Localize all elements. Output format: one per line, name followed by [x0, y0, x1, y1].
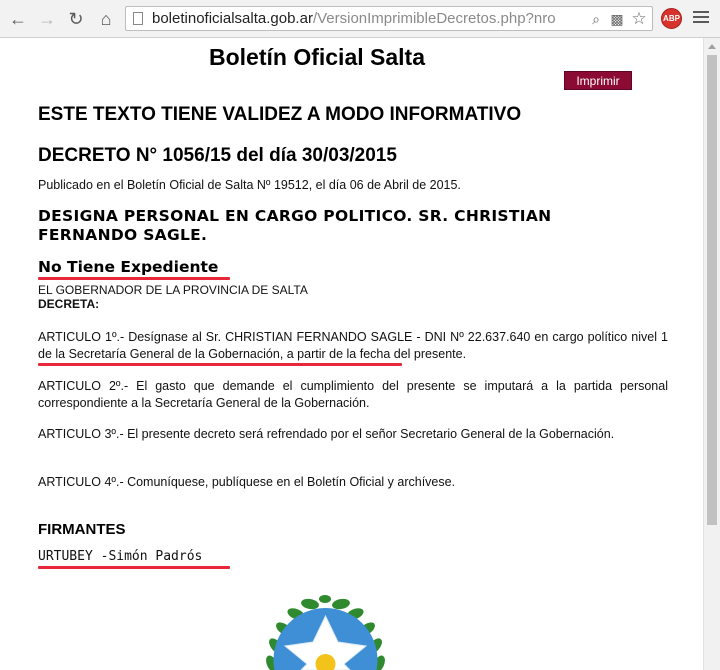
page-icon — [133, 12, 143, 25]
vertical-scrollbar[interactable] — [703, 38, 720, 670]
address-bar[interactable] — [125, 6, 653, 31]
governor-line: EL GOBERNADOR DE LA PROVINCIA DE SALTA — [38, 283, 308, 297]
decreta-label: DECRETA: — [38, 297, 100, 311]
adblock-plus-icon[interactable] — [661, 8, 682, 29]
zoom-icon[interactable]: ⌕ — [588, 11, 604, 27]
translate-icon[interactable]: ▩ — [610, 10, 624, 27]
url-text[interactable] — [152, 10, 556, 27]
url-path: /VersionImprimibleDecretos.php?nro — [312, 10, 556, 27]
signers-names: URTUBEY -Simón Padrós — [38, 549, 203, 564]
reload-icon[interactable]: ↻ — [68, 9, 84, 29]
article-1: ARTICULO 1º.- Desígnase al Sr. CHRISTIAN FERNANDO SAGLE - DNI Nº 22.637.640 en cargo político nivel 1 de la Secretaría General de la Gobernación, a partir de la fecha del presente. — [38, 330, 668, 361]
publication-info: Publicado en el Boletín Oficial de Salta Nº 19512, el día 06 de Abril de 2015. — [38, 178, 461, 192]
annotation-underline — [38, 277, 230, 280]
annotation-underline — [38, 566, 230, 569]
site-title: Boletín Oficial Salta — [209, 44, 425, 70]
scroll-up-icon[interactable] — [708, 44, 716, 49]
forward-icon[interactable]: → — [38, 9, 56, 29]
province-emblem — [258, 568, 393, 670]
signers-heading: FIRMANTES — [38, 521, 126, 538]
home-icon[interactable]: ⌂ — [100, 9, 112, 29]
expediente-heading: No Tiene Expediente — [38, 258, 219, 276]
informative-notice: ESTE TEXTO TIENE VALIDEZ A MODO INFORMATIVO — [38, 104, 522, 125]
annotation-underline — [38, 363, 402, 366]
browser-toolbar — [0, 0, 720, 38]
page-content — [0, 38, 703, 670]
decree-subject: DESIGNA PERSONAL EN CARGO POLITICO. SR. CHRISTIAN FERNANDO SAGLE. — [38, 207, 552, 244]
bookmark-star-icon[interactable]: ☆ — [631, 9, 647, 28]
scroll-thumb[interactable] — [707, 55, 717, 525]
article-3: ARTICULO 3º.- El presente decreto será refrendado por el señor Secretario General de la Gobernación. — [38, 427, 615, 441]
adblock-plus-label: ABP — [663, 14, 680, 23]
print-button[interactable]: Imprimir — [564, 71, 632, 90]
decree-title: DECRETO N° 1056/15 del día 30/03/2015 — [38, 145, 397, 166]
back-icon[interactable]: ← — [9, 9, 27, 29]
menu-icon[interactable] — [693, 11, 709, 26]
article-4: ARTICULO 4º.- Comuníquese, publíquese en el Boletín Oficial y archívese. — [38, 475, 456, 489]
url-host: boletinoficialsalta.gob.ar — [152, 10, 313, 27]
article-2: ARTICULO 2º.- El gasto que demande el cumplimiento del presente se imputará a la partida personal correspondiente a la Secretaría General de la Gobernación. — [38, 379, 668, 410]
